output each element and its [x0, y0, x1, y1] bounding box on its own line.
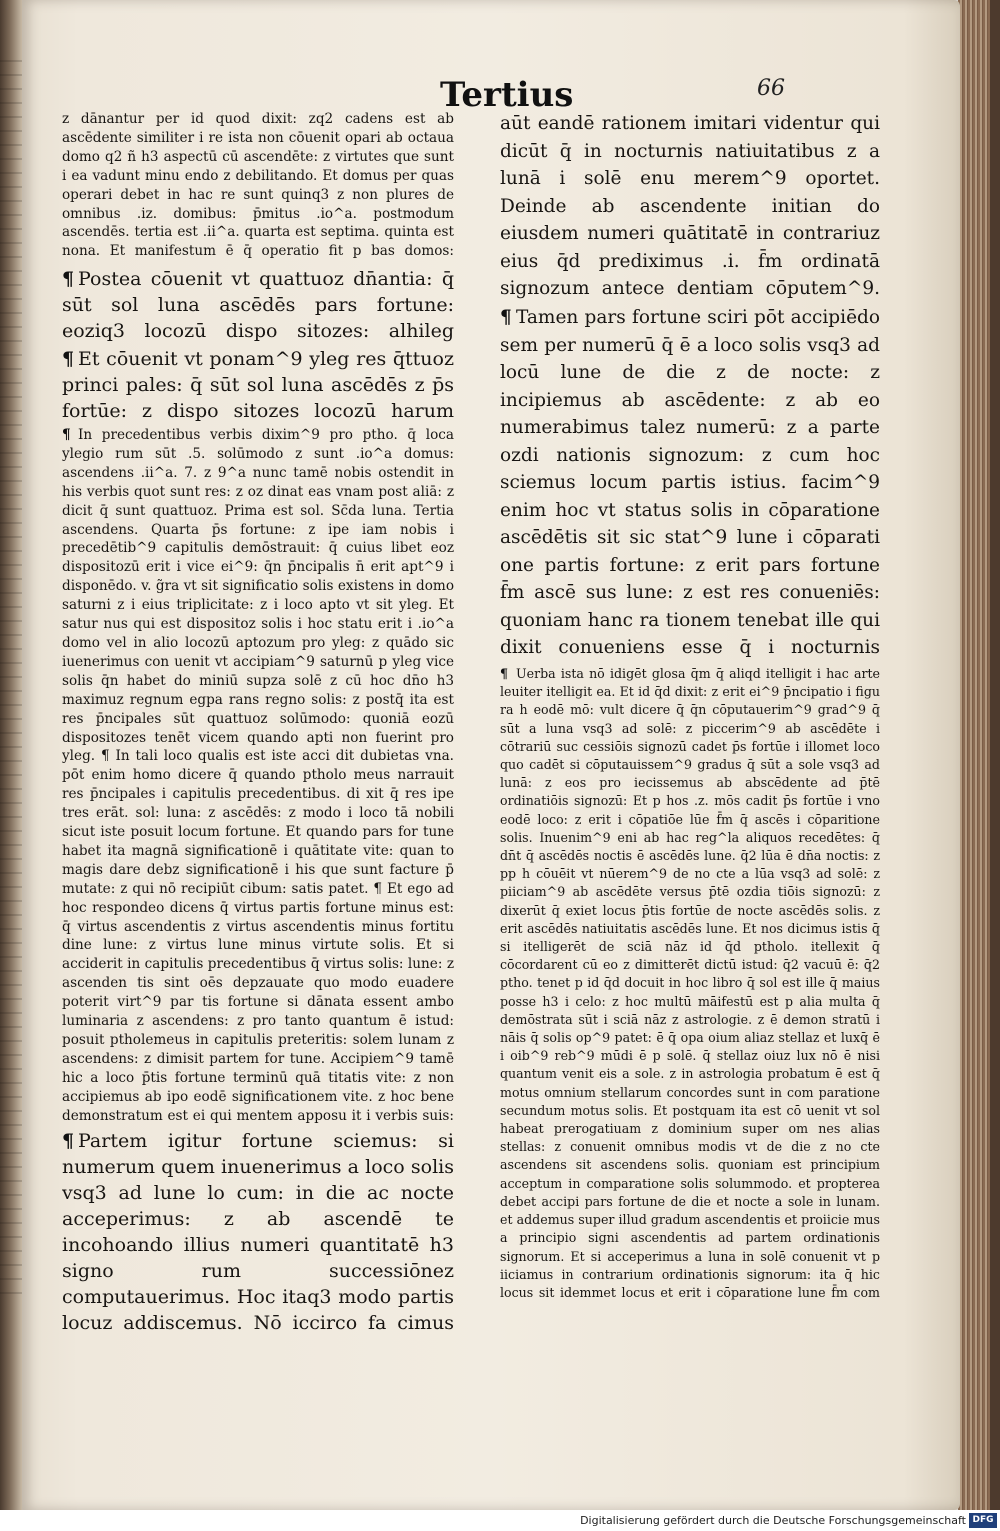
- paragraph-text: aūt eandē rationem imitari videntur qui dicūt q̄ in nocturnis natiuitatibus z a lunā i solē enu merem^9 oportet. Deinde ab ascendente initian do eiusdem numeri quātitatē in contrariuz eius q̄d prediximus .i. f̄m ordinatā signozum antece dentiam cōputem^9.: [500, 113, 880, 299]
- paragraph-text: Et cōuenit vt ponam^9 yleg res q̄ttuoz princi pales: q̄ sūt sol luna ascēdēs z p̄s fortūe: z dispo sitozes locozū harum: [62, 348, 454, 422]
- paragraph-text: In precedentibus verbis dixim^9 pro ptho. q̄ loca ylegio rum sūt .5. solūmodo z sunt .io^a domus: ascendens .ii^a. 7. z 9^a nunc tamē nobis ostendit in his verbis quot sunt res: z oz dinat eas vnam post aliā: z dicit q̄ sunt quattuoz. Prima est sol. Sc̄da luna. Tertia ascendens. Quarta p̄s fortune: z ipe iam nobis i precedētib^9 capitulis demōstrauit: q̄ cuius libet eoz dispositozū erit i vice ei^9: q̄n p̄ncipalis n̄ erit apt^9 i disponēdo. v. g̃ra vt sit significatio solis existens in domo saturni z i eius triplicitate: z i loco apto vt sit yleg. Et satur nus qui est dispositoz solis i hoc statu erit i .io^a domo vel in alio locozū aptozum pro yleg: z quādo sic iuenerimus con uenit vt accipiam^9 saturnū p yleg vice solis q̄n habet do miniū supza solē z cū hoc dn̄o h3 maximuz regnum egpa rans regno solis: z postq̄ ita est res p̄ncipales sūt quattuoz solūmodo: quoniā eozū dispositozes tenēt vicem quando apti non fuerint pro yleg. ¶ In tali loco qualis est iste acci dit dubietas vna. pōt enim homo dicere q̄ quando ptholo meus narrauit res p̄ncipales i capitulis precedentibus. di xit q̄ res ipe tres erāt. sol: luna: z ascēdēs: z modo i loco tā nobili sicut iste posuit locum fortune. Et quando pars for tune habet ita magnā significationē i quātitate vite: quan to magis dare debz significationē i his que sunt facture p̄ mutate: z qui nō recipiūt cibum: satis patet. ¶ Et ego ad hoc respondeo dicens q̄ virtus partis fortune minus est: q̄ virtus ascendentis z virtus ascendentis minus fortitu dine lune: z virtus lune minus virtute solis. Et si acciderit in capitulis precedentibus q̄ virtus solis: lune: z ascenden tis sint oēs depzauate quo modo euadere poterit virt^9 par tis fortune si dānata essent ambo luminaria z ascendens: z pro tanto quantum ē istud: posuit ptholemeus in capitulis preteritis: solem lunam z ascendens: z dimisit partem for tune. Accipiem^9 tamē hic a loco p̄tis fortune terminū quā titatis vite: z non accipiemus ab ipo eodē significationem vite. z hoc bene demonstratum est ei qui mentem apposu it i verbis suis:: [62, 427, 454, 1124]
- pilcrow-mark: ¶: [500, 666, 509, 681]
- folio-number: 66: [757, 76, 785, 101]
- book-page: [22, 0, 960, 1510]
- pilcrow-mark: ¶: [62, 1130, 75, 1152]
- book-cover-edge: [990, 0, 1000, 1510]
- digitization-credit: Digitalisierung gefördert durch die Deutsche Forschungsgemeinschaft: [580, 1514, 966, 1527]
- paragraph-text: Uerba ista nō idigēt glosa q̄m q̄ aliqd itelligit i hac arte leuiter itelligit ea. Et id q̄d dixit: z erit ei^9 p̄ncipatio i figu ra h eodē mō: vult dicere q̄ q̄n cōputauerim^9 grad^9 q̄ sūt a luna vsq3 ad solē: z piccerim^9 ab ascēdēte i cōtrariū suc cessiōis signozū cadet p̄s fortūe i illomet loco quo cadēt si cōputauissem^9 gradus q̄ sūt a sole vsq3 ad lunā: z eos pro iecissemus ab abscēdente ad p̄tē ordinatiōis signozū: Et p hos .z. mōs cadit p̄s fortūe i vno eodē loco: z erit i cōpatiōe lūe f̄m q̄ ascēs i cōparitione solis. Inuenim^9 eni ab hac reg^la aliquos recedētes: q̄ dn̄t q̄ ascēdēs noctis ē ascēdēs lune. q̄2 lūa ē dn̄a noctis: z pp h cōuēit vt nūerem^9 de no cte a lūa vsq3 ad solē: z piiciam^9 ab ascēdēte versus p̄tē ozdia tiōis signozū: z dixerūt q̄ exiet locus p̄tis fortūe de nocte ascēdēs solis. z erit ascēdēs natiuitatis ascēdēs lune. Et nos dicimus istis q̄ si itelligerēt de sciā nāz id q̄d ptholo. itellexit q̄ cōcordarent cū eo z dimitterēt dictū istud: q̄2 vacuū ē: q̄2 ptho. tenet p id q̄d docuit in hoc libro q̄ sol est ille q̄ maius posse h3 i celo: z hoc multū māifestū est p alia multa q̄ demōstrata sūt i sciā nāz z astrologie. z ē demon stratū i nāis q̄ solis op^9 patet: ē q̄ opa oium aliaz stellaz et luxq̄ ē i oib^9 reb^9 mūdi ē p solē. q̄ stellaz oiuz lux nō ē nisi quantum venit eis a sole. z in astrologia probatum ē est q̄ motus omnium stellarum concordes sunt in com paratione secundum motus solis. Et postquam ita est cō uenit vt sol habeat prerogatiuam z dominium super om nes alias stellas: z conuenit omnibus modis vt de die z no cte ascendens sit ascendens solis. quoniam est principium acceptum in comparatione solis solummodo. et propterea debet accipi pars fortune de die et nocte a sole in lunam. et addemus super illud gradum ascendentis et proiicie mus a principio signi ascendentis ad partem ordinationis signorum. Et si acceperimus a luna in solē conuenit vt p iiciamus in contrarium ordinationis signorum: ita q̄ hic locus sit idemmet locus et erit i cōparatione lune f̄m com: [500, 666, 880, 1300]
- paragraph: [62, 110, 454, 262]
- pilcrow-mark: ¶: [62, 427, 71, 443]
- paragraph: [500, 110, 880, 302]
- paragraph-text: Tamen pars fortune sciri pōt accipiēdo sem per numerū q̄ ē a loco solis vsq3 ad locū lune de die z de nocte: z incipiemus ab ascēdente: z ab eo numerabimus talez numerū: z a parte ozdi nationis signozum: z cum hoc sciemus locum partis istius. facim^9 enim hoc vt status solis in cōparatione ascēdētis sit sic stat^9 lune i cōparati one partis fortune: z erit pars fortune f̄m ascē sus lune: z est res conueniēs: quoniam hanc ra tionem tenebat ille qui dixit conueniens esse q̄ i nocturnis: [500, 307, 880, 658]
- paragraph: [500, 304, 880, 661]
- paragraph-text: Partem igitur fortune sciemus: si numerum quem inuenerimus a loco solis vsq3 ad lune lo cum: in die ac nocte acceperimus: z ab ascendē te incohoando illius numeri quantitatē h3 signo rum successiōnez computauerimus. Hoc itaq3 modo partis locuz addiscemus. Nō iccirco fa cimus: [62, 1130, 454, 1334]
- paragraph: [500, 665, 880, 1301]
- paragraph-text: Postea cōuenit vt quattuoz dn̄antia: q̄ sūt sol luna ascēdēs pars fortune: eoziq3 locozū dispo sitozes: alhileg: [62, 268, 454, 342]
- dfg-logo: DFG: [969, 1513, 997, 1528]
- show-through-text: [62, 1290, 882, 1320]
- paragraph: [62, 266, 454, 344]
- right-text-column: [500, 110, 880, 1301]
- pilcrow-mark: ¶: [62, 268, 75, 290]
- pilcrow-mark: ¶: [62, 348, 75, 370]
- running-head: Tertius: [440, 75, 574, 115]
- paragraph-text: z dānantur per id quod dixit: zq2 cadens est ab ascēdente similiter i re ista non cōuenit opari ab octaua domo q2 ñ h3 aspectū cū ascendēte: z virtutes que sunt i ea vadunt minu endo z debilitando. Et domus per quas operari debet in hac re sunt quinq3 z non plures de omnibus .iz. domibus: p̄mitus .io^a. postmodum ascendēs. tertia est .ii^a. quarta est septima. quinta est nona. Et manifestum ē q̄ operatio fit p bas domos:: [62, 111, 454, 260]
- pilcrow-mark: ¶: [500, 307, 512, 328]
- left-text-column: [62, 110, 454, 1334]
- paragraph: [62, 346, 454, 424]
- paragraph: [62, 426, 454, 1126]
